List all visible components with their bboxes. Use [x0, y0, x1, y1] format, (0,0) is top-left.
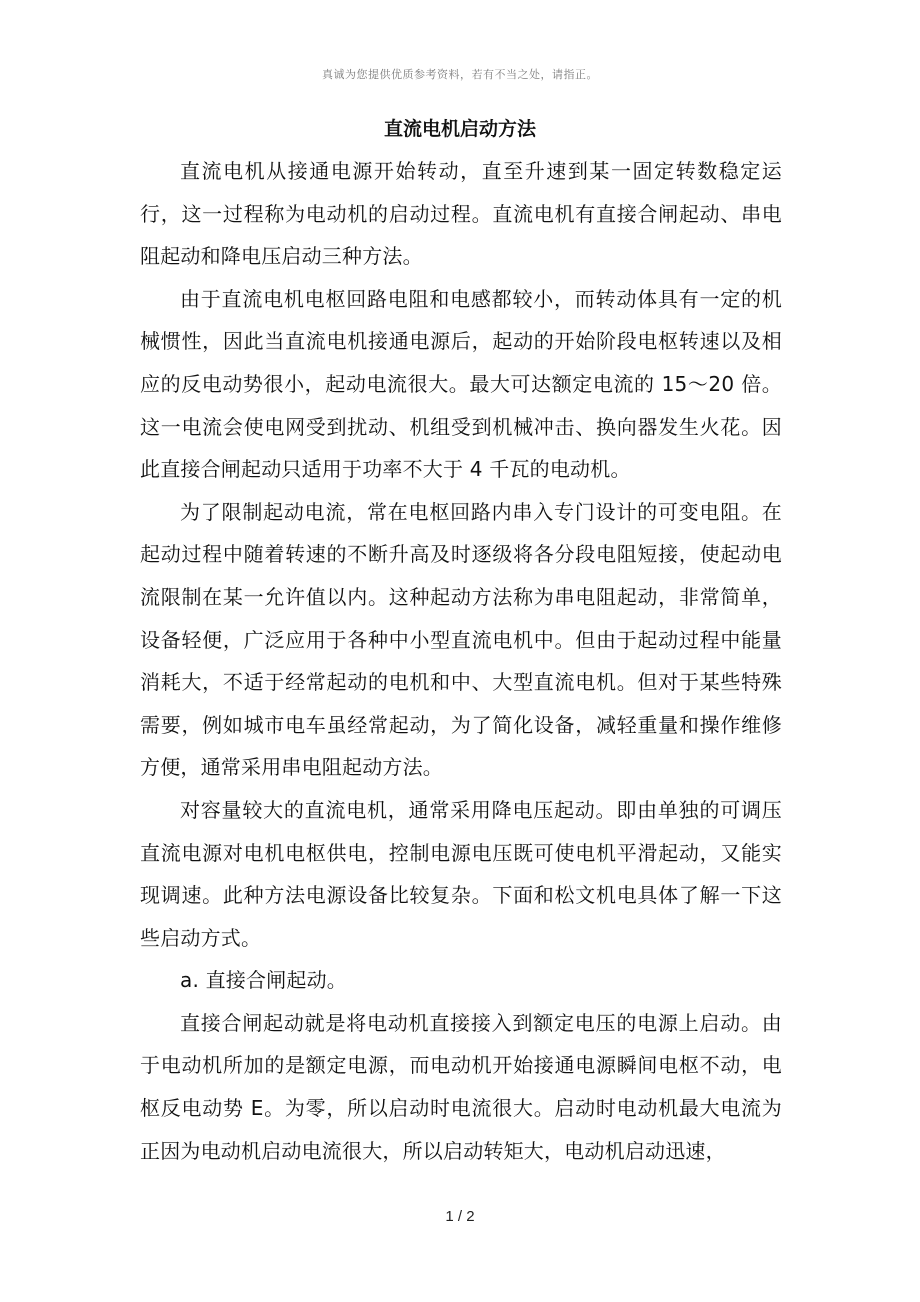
paragraph-reduced-voltage-start: 对容量较大的直流电机，通常采用降电压起动。即由单独的可调压直流电源对电机电枢供电，控制电源电压既可使电机平滑起动，又能实现调速。此种方法电源设备比较复杂。下面和松文机电具体了解一下这些启动方式。 — [140, 797, 782, 950]
document-title: 直流电机启动方法 — [383, 118, 536, 140]
paragraph-direct-start-issue: 由于直流电机电枢回路电阻和电感都较小，而转动体具有一定的机械惯性，因此当直流电机接通电源后，起动的开始阶段电枢转速以及相应的反电动势很小，起动电流很大。最大可达额定电流的 15～20 倍。这一电流会使电网受到扰动、机组受到机械冲击、换向器发生火花。因此直接合闸起动只适用于功率不大于 4 千瓦的电动机。 — [140, 286, 782, 482]
paragraph-resistance-start: 为了限制起动电流，常在电枢回路内串入专门设计的可变电阻。在起动过程中随着转速的不断升高及时逐级将各分段电阻短接，使起动电流限制在某一允许值以内。这种起动方法称为串电阻起动，非常简单，设备轻便，广泛应用于各种中小型直流电机中。但由于起动过程中能量消耗大，不适于经常起动的电机和中、大型直流电机。但对于某些特殊需要，例如城市电车虽经常起动，为了简化设备，减轻重量和操作维修方便，通常采用串电阻起动方法。 — [140, 499, 782, 780]
page-number: 1 / 2 — [445, 1208, 475, 1225]
section-heading-direct-start: a. 直接合闸起动。 — [180, 968, 347, 993]
header-note: 真诚为您提供优质参考资料，若有不当之处，请指正。 — [322, 68, 598, 81]
paragraph-intro: 直流电机从接通电源开始转动，直至升速到某一固定转数稳定运行，这一过程称为电动机的启动过程。直流电机有直接合闸起动、串电阻起动和降电压启动三种方法。 — [140, 159, 782, 269]
paragraph-direct-start-detail: 直接合闸起动就是将电动机直接接入到额定电压的电源上启动。由于电动机所加的是额定电源，而电动机开始接通电源瞬间电枢不动，电枢反电动势 E。为零，所以启动时电流很大。启动时电动机最大电流为正因为电动机启动电流很大，所以启动转矩大，电动机启动迅速， — [140, 1010, 782, 1163]
document-body — [140, 150, 782, 1172]
